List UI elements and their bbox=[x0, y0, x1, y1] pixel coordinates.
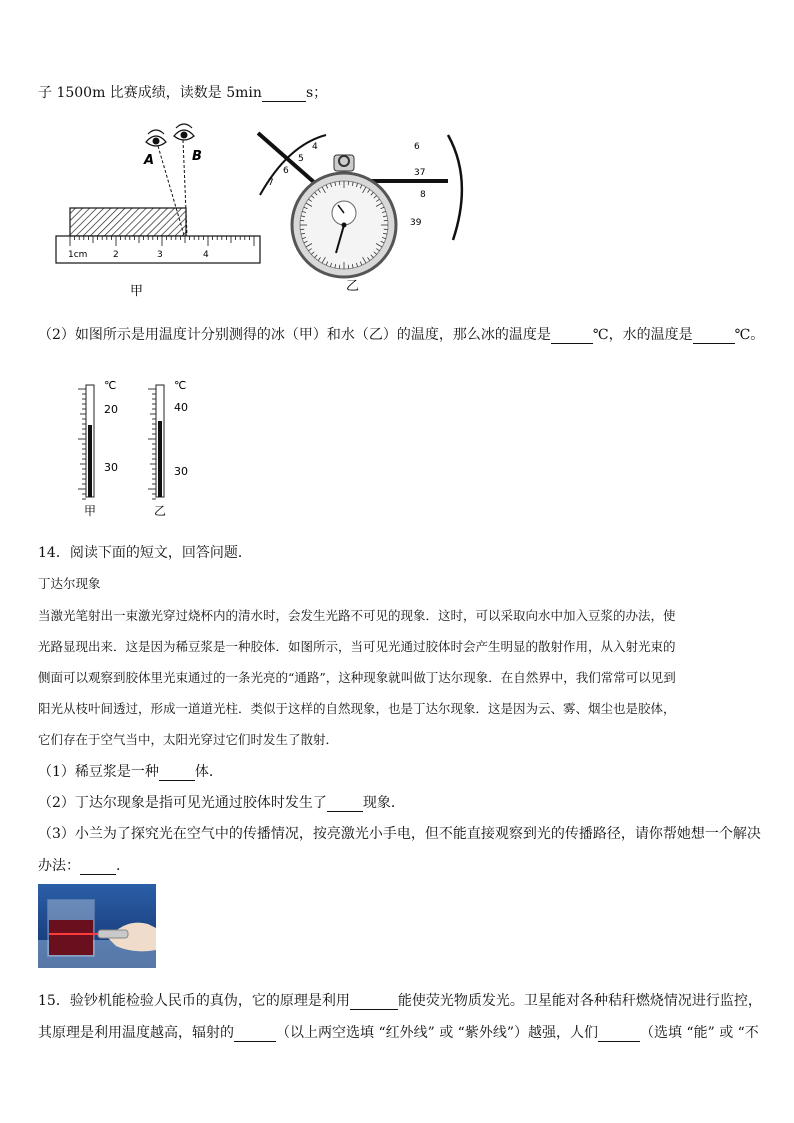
figure-caption-yi: 乙 bbox=[346, 279, 360, 294]
dial-number: 6 bbox=[414, 142, 420, 152]
answer-blank[interactable] bbox=[159, 766, 195, 781]
q15-line2-suffix: （选填 “能” 或 “不 bbox=[639, 1025, 759, 1041]
q14-title: 14．阅读下面的短文，回答问题． bbox=[38, 545, 252, 561]
stopwatch-figure bbox=[248, 125, 473, 305]
answer-blank[interactable] bbox=[551, 329, 593, 344]
ruler-tick-label: 2 bbox=[113, 250, 119, 260]
q13-part2-suffix: ℃。 bbox=[734, 327, 765, 343]
passage-line: 侧面可以观察到胶体里光束通过的一条光亮的“通路”，这种现象就叫做丁达尔现象．在自然界中，我们常常可以见到 bbox=[38, 670, 676, 685]
q14-sub1-prefix: （1）稀豆浆是一种 bbox=[38, 764, 159, 780]
eye-b-icon bbox=[174, 124, 194, 140]
answer-blank[interactable] bbox=[350, 995, 398, 1010]
thermo-caption: 甲 bbox=[84, 504, 97, 518]
thermo-unit: ℃ bbox=[174, 379, 187, 392]
q15-line2-middle: （以上两空选填 “红外线” 或 “紫外线”）越强，人们 bbox=[276, 1025, 598, 1041]
beaker-laser-photo bbox=[38, 884, 156, 968]
answer-blank[interactable] bbox=[598, 1027, 640, 1042]
eye-label-b: B bbox=[192, 149, 202, 164]
q15-line1 bbox=[38, 990, 762, 1010]
ruler-tick-label: 1cm bbox=[68, 250, 88, 260]
passage-line: 它们存在于空气当中，太阳光穿过它们时发生了散射． bbox=[38, 732, 339, 747]
thermometer-jia bbox=[78, 379, 118, 518]
q14-sub2-suffix: 现象． bbox=[362, 795, 405, 811]
dial-number: 5 bbox=[298, 154, 304, 164]
q13-line1-suffix: s； bbox=[305, 85, 328, 101]
eye-a-icon bbox=[146, 130, 166, 146]
thermo-scale-label: 30 bbox=[104, 461, 118, 474]
answer-blank[interactable] bbox=[234, 1027, 276, 1042]
q13-line1 bbox=[38, 82, 327, 102]
thermo-caption: 乙 bbox=[154, 504, 167, 518]
q14-sub1 bbox=[38, 761, 223, 781]
q13-line1-prefix: 子 1500m 比赛成绩，读数是 5min bbox=[38, 85, 262, 101]
passage-title: 丁达尔现象 bbox=[38, 576, 101, 591]
passage-line: 阳光从枝叶间透过，形成一道道光柱．类似于这样的自然现象，也是丁达尔现象．这是因为云、雾、烟尘也是胶体， bbox=[38, 701, 676, 716]
thermometer-figure bbox=[70, 375, 210, 520]
q14-sub3-suffix: . bbox=[116, 858, 121, 874]
q13-part2-middle: ℃，水的温度是 bbox=[592, 327, 693, 343]
ruler-tick-label: 4 bbox=[203, 250, 209, 260]
q15-line2-prefix: 其原理是利用温度越高，辐射的 bbox=[38, 1025, 234, 1041]
answer-blank[interactable] bbox=[693, 329, 735, 344]
q14-sub3-line2 bbox=[38, 855, 120, 875]
answer-blank[interactable] bbox=[327, 797, 363, 812]
q14-sub2 bbox=[38, 792, 405, 812]
passage-line: 当激光笔射出一束激光穿过烧杯内的清水时，会发生光路不可见的现象．这时，可以采取向水中加入豆浆的办法，使 bbox=[38, 608, 676, 623]
thermo-scale-label: 30 bbox=[174, 465, 188, 478]
dial-number: 37 bbox=[414, 168, 426, 178]
answer-blank[interactable] bbox=[80, 860, 116, 875]
eye-label-a: A bbox=[144, 153, 155, 168]
thermo-scale-label: 20 bbox=[104, 403, 118, 416]
thermometer-yi bbox=[148, 379, 188, 518]
q13-part2-prefix: （2）如图所示是用温度计分别测得的冰（甲）和水（乙）的温度，那么冰的温度是 bbox=[38, 327, 551, 343]
thermo-scale-label: 40 bbox=[174, 401, 188, 414]
thermo-unit: ℃ bbox=[104, 379, 117, 392]
q13-part2 bbox=[38, 324, 764, 344]
hatched-block bbox=[70, 208, 186, 236]
dial-number: 7 bbox=[268, 178, 274, 188]
figure-caption-jia: 甲 bbox=[130, 284, 144, 299]
dial-number: 4 bbox=[312, 142, 318, 152]
q14-sub2-prefix: （2）丁达尔现象是指可见光通过胶体时发生了 bbox=[38, 795, 327, 811]
dial-number: 6 bbox=[283, 166, 289, 176]
answer-blank[interactable] bbox=[262, 87, 306, 102]
q14-sub1-suffix: 体． bbox=[194, 764, 223, 780]
ruler-tick-label: 3 bbox=[157, 250, 163, 260]
ruler-figure bbox=[50, 120, 265, 300]
passage-line: 光路显现出来．这是因为稀豆浆是一种胶体．如图所示，当可见光通过胶体时会产生明显的散射作用，从入射光束的 bbox=[38, 639, 676, 654]
q15-line2 bbox=[38, 1022, 759, 1042]
q14-sub3-line1: （3）小兰为了探究光在空气中的传播情况，按亮激光小手电，但不能直接观察到光的传播路径，请你帮她想一个解决 bbox=[38, 826, 761, 842]
q14-sub3-prefix: 办法： bbox=[38, 858, 80, 874]
dial-number: 8 bbox=[420, 190, 426, 200]
q15-line1-suffix: 能使荧光物质发光。卫星能对各种秸秆燃烧情况进行监控， bbox=[397, 993, 762, 1009]
q15-line1-prefix: 15．验钞机能检验人民币的真伪，它的原理是利用 bbox=[38, 993, 350, 1009]
dial-number: 39 bbox=[410, 218, 422, 228]
